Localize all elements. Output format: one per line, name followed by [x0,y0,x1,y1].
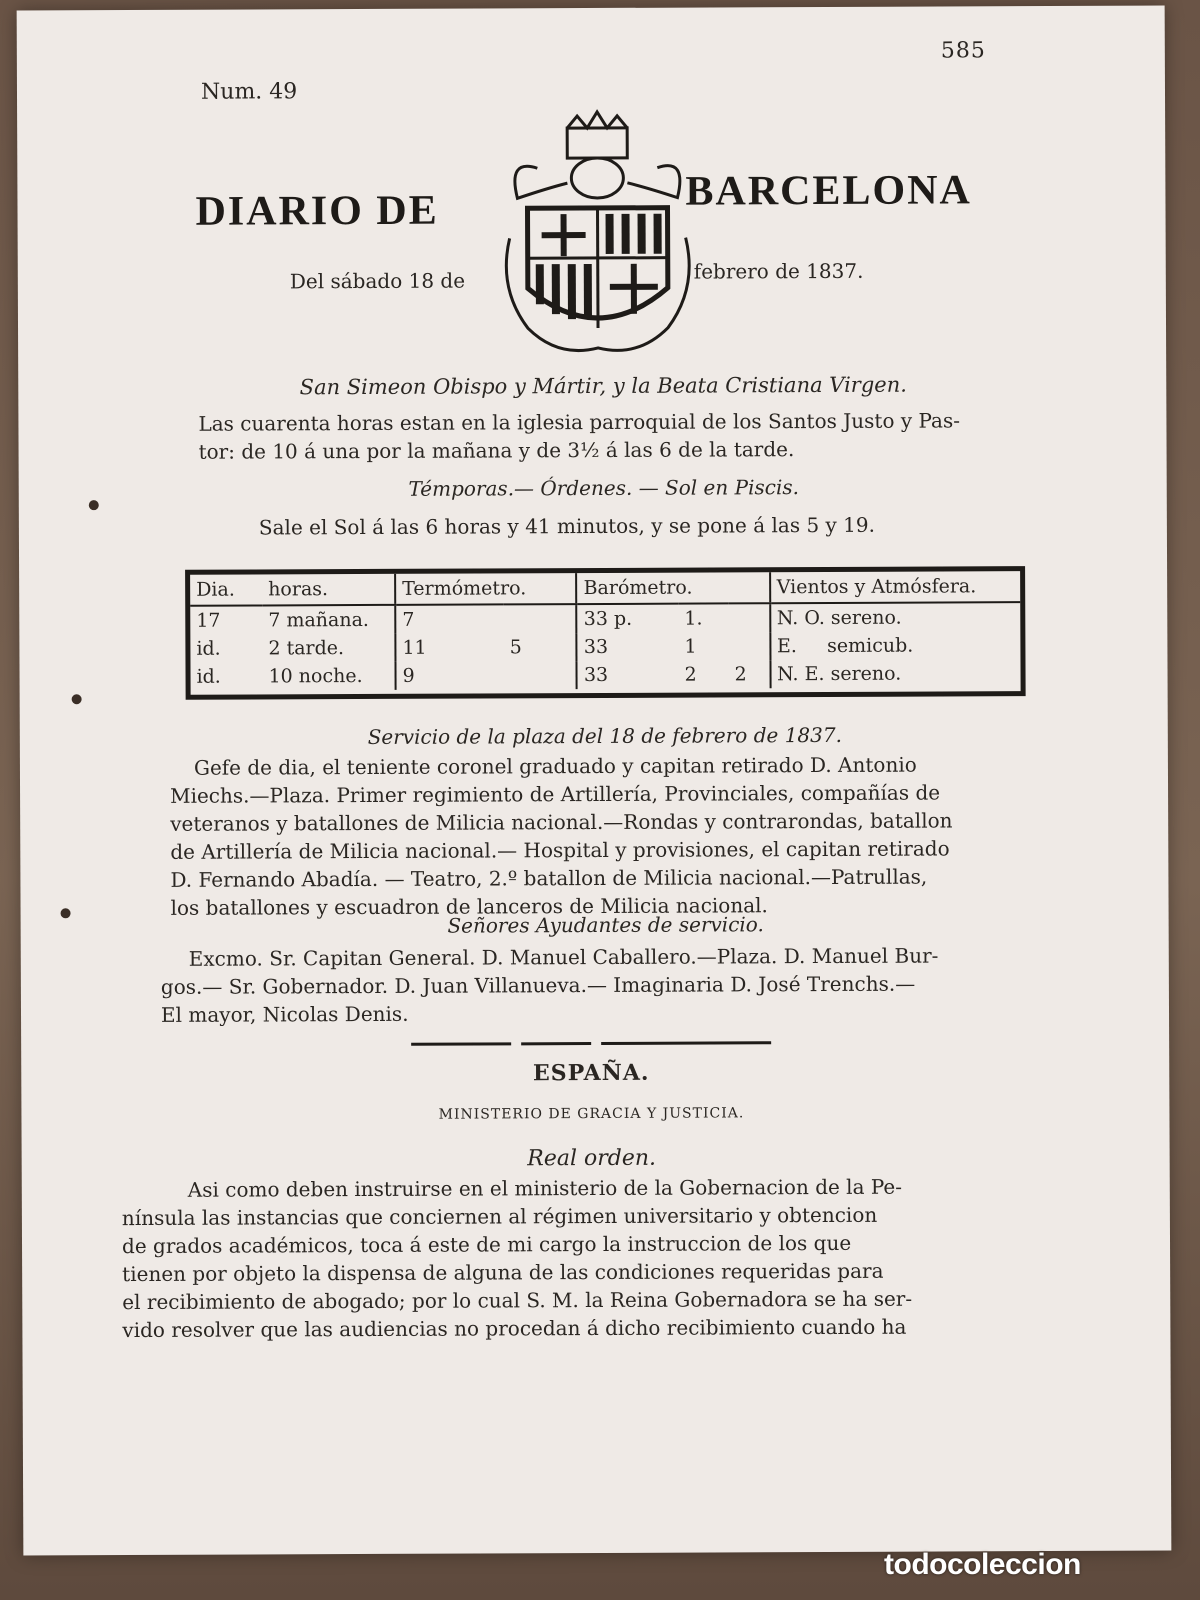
ministry-heading: MINISTERIO DE GRACIA Y JUSTICIA. [438,1105,745,1123]
cell-barometro: 33 p. [577,604,679,633]
column-header: Dia. [190,574,262,605]
text-line: Miechs.—Plaza. Primer regimiento de Artillería, Provinciales, compañías de [170,780,941,808]
binding-hole [61,908,71,918]
text-line: Gefe de dia, el teniente coronel graduado y capitan retirado D. Antonio [193,752,917,780]
cuarenta-horas-notice [198,406,1008,466]
real-orden-paragraph [122,1172,1073,1344]
text-line: el recibimiento de abogado; por lo cual S. M. la Reina Gobernadora se ha ser- [122,1286,913,1315]
divider-rule [601,1041,771,1045]
cell-dia: id. [196,665,221,688]
cell-termometro-fraction [504,604,577,633]
servicio-heading: Servicio de la plaza del 18 de febrero de 1837. [367,722,842,749]
column-header: Barómetro. [577,572,770,604]
site-watermark: todocoleccion [884,1548,1081,1581]
cell-horas: 2 tarde. [268,637,345,660]
newspaper-page [17,6,1172,1556]
cell-termometro: 9 [395,661,503,689]
cell-barometro-points [728,632,770,660]
cell-vientos: N. O. sereno. [770,602,1021,632]
table-row [190,631,1020,663]
text-line: veteranos y batallones de Milicia nacional.—Rondas y contrarondas, batallon [170,808,953,836]
text-line: los batallones y escuadron de lanceros de Milicia nacional. [170,893,768,920]
text-line: Las cuarenta horas estan en la iglesia parroquial de los Santos Justo y Pas- [198,408,961,436]
text-line: vido resolver que las audiencias no procedan á dicho recibimiento cuando ha [122,1314,907,1343]
weather-table-header [190,571,1020,606]
cell-termometro-fraction: 5 [509,636,522,659]
cell-horas: 10 noche. [268,665,363,688]
barcelona-coat-of-arms-icon [497,108,698,369]
cell-barometro-lines: 2 [684,663,697,686]
cell-vientos: E. semicub. [770,631,1021,660]
cell-barometro-lines: 1 [684,635,697,658]
cell-termometro: 11 [395,633,503,661]
saint-of-day: San Simeon Obispo y Mártir, y la Beata Cristiana Virgen. [299,372,907,400]
temporas-line: Témporas.— Órdenes. — Sol en Piscis. [408,475,799,501]
column-header: Termómetro. [395,573,577,605]
weather-table [185,566,1026,700]
cell-barometro-lines: 1. [684,607,703,630]
text-line: gos.— Sr. Gobernador. D. Juan Villanueva.— Imaginaria D. José Trenchs.— [160,971,916,999]
cell-termometro-fraction [504,661,577,689]
cell-barometro: 33 [577,661,679,689]
text-line: El mayor, Nicolas Denis. [160,1001,409,1027]
column-header: Vientos y Atmósfera. [770,571,1021,603]
divider-rule [411,1042,511,1045]
text-line: D. Fernando Abadía. — Teatro, 2.º batallon de Milicia nacional.—Patrullas, [170,864,928,892]
table-row [190,659,1020,691]
servicio-paragraph [170,750,1051,922]
binding-hole [72,694,82,704]
date-line-right: febrero de 1837. [693,258,864,284]
cell-barometro-points [728,603,770,632]
text-line: de grados académicos, toca á este de mi cargo la instruccion de los que [121,1230,852,1259]
text-line: nínsula las instancias que conciernen al régimen universitario y obtencion [121,1202,878,1231]
cell-barometro: 33 [577,633,679,661]
cell-vientos: N. E. sereno. [770,659,1021,688]
masthead-title-left: DIARIO DE [195,187,439,235]
text-line: tienen por objeto la dispensa de alguna de las condiciones requeridas para [122,1258,884,1287]
cell-dia: 17 [196,609,221,632]
sunrise-sunset-line: Sale el Sol á las 6 horas y 41 minutos, y se pone á las 5 y 19. [258,512,876,540]
issue-number: Num. 49 [200,79,298,105]
cell-horas: 7 mañana. [268,608,369,632]
ayudantes-heading: Señores Ayudantes de servicio. [447,912,764,938]
divider-rule [521,1042,591,1045]
page-number: 585 [940,38,986,64]
cell-termometro: 7 [395,604,503,633]
cell-barometro-points: 2 [734,663,747,686]
cell-dia: id. [196,637,221,660]
text-line: de Artillería de Milicia nacional.— Hospital y provisiones, el capitan retirado [170,836,950,864]
column-header: horas. [262,574,395,606]
text-line: Asi como deben instruirse en el ministerio de la Gobernacion de la Pe- [187,1174,903,1202]
text-line: tor: de 10 á una por la mañana y de 3½ á las 6 de la tarde. [198,437,795,464]
table-row [190,602,1020,635]
real-orden-heading: Real orden. [527,1145,657,1172]
masthead-title-right: BARCELONA [685,167,972,215]
ayudantes-paragraph [161,941,1046,1029]
section-title: ESPAÑA. [532,1059,650,1087]
text-line: Excmo. Sr. Capitan General. D. Manuel Caballero.—Plaza. D. Manuel Bur- [188,943,939,971]
binding-hole [89,500,99,510]
date-line-left: Del sábado 18 de [289,268,466,294]
